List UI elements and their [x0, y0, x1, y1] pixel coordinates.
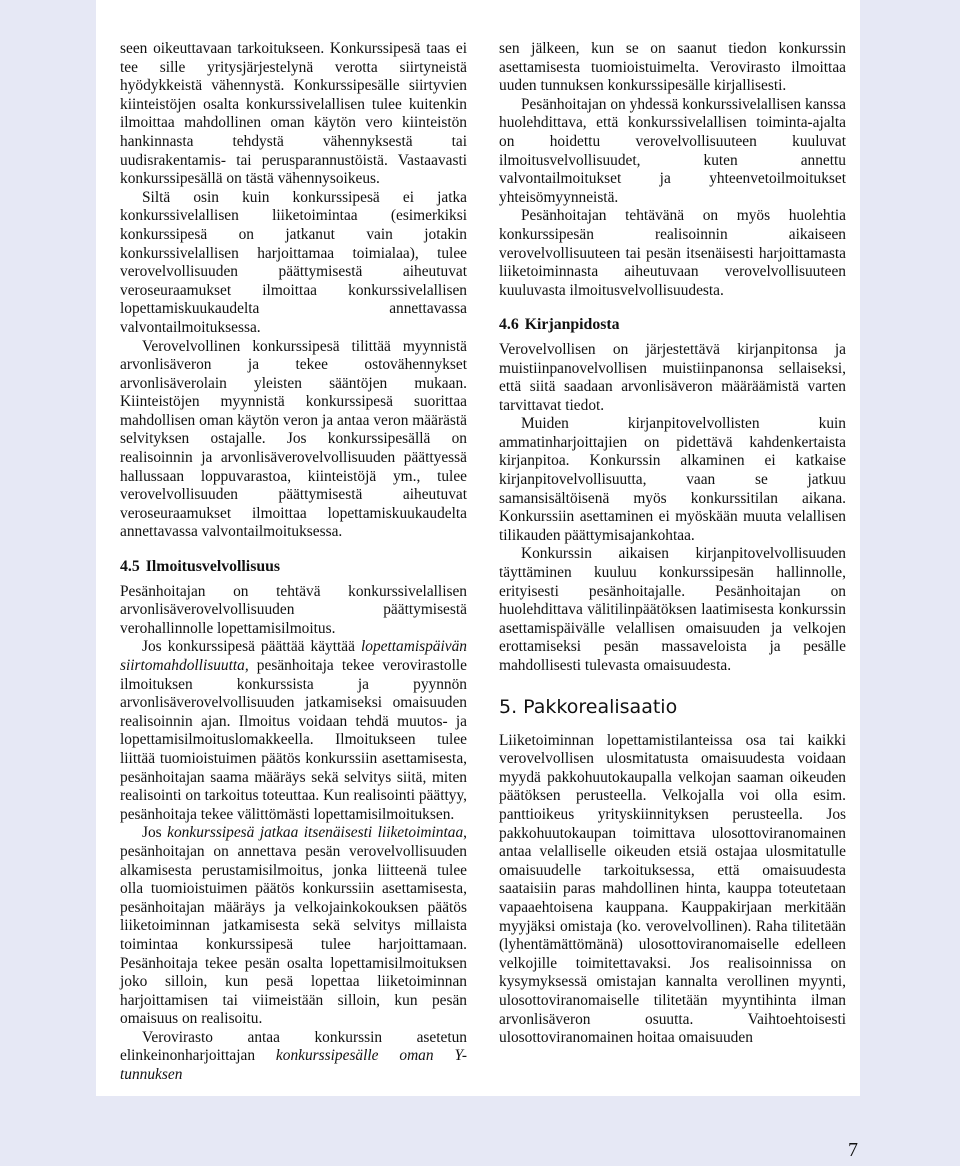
paragraph — [120, 1029, 467, 1085]
paragraph: sen jälkeen, kun se on saanut tiedon konkurssin asettamisesta tuomioistuimelta. Verovirasto ilmoittaa uuden tunnuksen konkurssipesälle kirjallisesti. — [499, 40, 846, 95]
paragraph: Verovelvollisen on järjestettävä kirjanpitonsa ja muistiinpanovelvollisen muistiinpanonsa sellaiseksi, että siitä saadaan arvonlisäveron määräämistä varten tarvittavat tiedot. — [499, 340, 846, 414]
paragraph: Siltä osin kuin konkurssipesä ei jatka konkurssivelallisen liiketoimintaa (esimerkiksi konkurssipesä on jatkanut vain jotakin konkurssivelallisen harjoittamaa toimialaa), tulee verovelvollisuuden päättymisestä aiheutuvat veroseuraamukset ilmoittaa konkurssivelallisen lopettamiskuukaudelta annettavassa valvontailmoituksessa. — [120, 188, 467, 336]
italic-run: konkurssipesä jatkaa itsenäisesti liiketoimintaa — [167, 824, 464, 842]
italic-run: lopettamispäivän siirtomahdollisuutta — [120, 638, 467, 674]
paragraph: Liiketoiminnan lopettamistilanteissa osa tai kaikki verovelvollisen ulosmitatusta omaisuudesta voidaan myydä pakkohuutokaupalla velkojan saaman oikeuden päätöksen perusteella. Velkojalla voi olla esim. panttioikeus yrityskiinnityksen perusteella. Jos pakkohuutokaupan toimittava ulosottoviranomainen antaa velalliselle oikeuden etsiä ostajaa ulosmitatulle omaisuudelle tarkoituksessa, että omaisuudesta saataisiin paras mahdollinen hinta, kauppa toteutetaan vapaaehtoisena kauppana. Kauppakirjaan merkitään myyjäksi omistaja (ko. verovelvollinen). Raha tilitetään (lyhentämättömänä) ulosottoviranomaiselle edelleen velkojille toimitettavaksi. Jos realisoinnissa on kysymyksessä omistajan kannalta verollinen myynti, ulosottoviranomaiselle tilitetään myyntihinta ilman arvonlisäveron osuutta. Vaihtoehtoisesti ulosottoviranomainen hoitaa omaisuuden — [499, 731, 846, 1047]
section-title: Kirjanpidosta — [524, 316, 620, 334]
paragraph: Verovelvollinen konkurssipesä tilittää myynnistä arvonlisäveron ja tekee ostovähennykset arvonlisäverolain yleisten sääntöjen mukaan. Kiinteistöjen myynnistä konkurssipesä suorittaa mahdollisen oman käytön veron ja antaa veron määrästä selvityksen ostajalle. Jos konkurssipesällä on realisoinnin ja arvonlisäverovelvollisuuden päättyessä hallussaan loppuvarastoa, kiinteistöjä ym., tulee verovelvollisuuden päättymisestä aiheutuvat veroseuraamukset ilmoittaa lopettamiskuukaudelta annettavassa valvontailmoituksessa. — [120, 337, 467, 541]
text-run: Jos — [142, 824, 168, 842]
paragraph: Pesänhoitajan tehtävänä on myös huolehtia konkurssipesän realisoinnin aikaiseen verovelvollisuuteen tai pesän itsenäisesti harjoittamasta liiketoiminnasta aiheutuvaan verovelvollisuuteen kuuluvasta ilmoitusvelvollisuudesta. — [499, 207, 846, 299]
paragraph: Muiden kirjanpitovelvollisten kuin ammatinharjoittajien on pidettävä kahdenkertaista kirjanpitoa. Konkurssin alkaminen ei katkaise kirjanpitovelvollisuutta, vaan se jatkuu samansisältöisenä myös konkurssitilan aikana. Konkurssiin asettaminen ei myöskään muuta velallisen tilikauden päättymisajankohtaa. — [499, 415, 846, 544]
paragraph: Pesänhoitajan on yhdessä konkurssivelallisen kanssa huolehdittava, että konkurssivelallisen toiminta-ajalta on hoidettu verovelvollisuuteen kuuluvat ilmoitusvelvollisuudet, kuten annettu valvontailmoitukset ja yhteenvetoilmoitukset yhteisömyynneistä. — [499, 95, 846, 206]
paragraph: seen oikeuttavaan tarkoitukseen. Konkurssipesä taas ei tee sille yritysjärjestelynä verotta siirtyneistä hyödykkeistä vähennystä. Konkurssipesälle siirtyvien kiinteistöjen osalta konkurssivelallisen tulee kuitenkin ilmoittaa mahdollinen oman käytön vero kiinteistön hankinnasta tehdystä vähennyksestä tai uudisrakentamis- tai perusparannustöistä. Vastaavasti konkurssipesällä on tästä vähennysoikeus. — [120, 40, 467, 188]
chapter-heading-5: 5. Pakkorealisaatio — [499, 695, 678, 718]
text-run: , pesänhoitajan on annettava pesän verovelvollisuuden alkamisesta perustamisilmoitus, jonka liitteenä tulee olla tuomioistuimen päätös konkurssiin asettamisesta, pesänhoitajan määräys ja velkojainkokouksen päätös liiketoiminnan jatkamisesta sekä selvitys millaista toimintaa konkurssipesä tulee harjoittamaan. Pesänhoitaja tekee pesän osalta lopettamisilmoituksen joko silloin, kun pesä lopettaa liiketoiminnan harjoittamisen tai viimeistään silloin, kun pesän omaisuus on realisoitu. — [120, 824, 467, 1028]
section-title: Ilmoitusvelvollisuus — [145, 558, 281, 576]
section-heading-4-6 — [499, 316, 846, 335]
text-run: Verovirasto antaa konkurssin asetetun elinkeinonharjoittajan — [120, 1028, 467, 1065]
paragraph: Pesänhoitajan on tehtävä konkurssivelallisen arvonlisäverovelvollisuuden päättymisestä verohallinnolle lopettamisilmoitus. — [120, 582, 467, 637]
section-number: 4.5 — [120, 558, 140, 576]
paragraph — [120, 824, 467, 1029]
paragraph — [120, 638, 467, 824]
section-number: 4.6 — [499, 316, 519, 334]
section-heading-4-5 — [120, 558, 467, 577]
paragraph: Konkurssin aikaisen kirjanpitovelvollisuuden täyttäminen kuuluu konkurssipesän hallinnolle, erityisesti pesänhoitajalle. Pesänhoitajan on huolehdittava välitilinpäätöksen laatimisesta konkurssin asettamispäivälle velallisen omaisuuden ja velkojen erottamiseksi pesän massaveloista ja pesälle mahdollisesti tulevasta omaisuudesta. — [499, 545, 846, 674]
text-run: , pesänhoitaja tekee verovirastolle ilmoituksen konkurssista ja pyynnön arvonlisäverovelvollisuuden jatkamiseksi omaisuuden realisoinnin ajan. Ilmoitus voidaan tehdä muutos- ja lopettamisilmoituslomakkeella. Ilmoitukseen tulee liittää tuomioistuimen päätös konkurssiin asettamisesta, pesänhoitajan saama määräys sekä selvitys siitä, miten realisointi on tarkoitus toteuttaa. Kun realisointi päättyy, pesänhoitaja tekee välittömästi lopettamisilmoituksen. — [120, 657, 467, 823]
right-column — [499, 40, 846, 1048]
page-number: 7 — [848, 1139, 858, 1161]
italic-run: konkurssipesälle oman Y-tunnuksen — [120, 1047, 467, 1084]
left-column — [120, 40, 467, 1085]
text-run: Jos konkurssipesä päättää käyttää — [142, 638, 361, 656]
